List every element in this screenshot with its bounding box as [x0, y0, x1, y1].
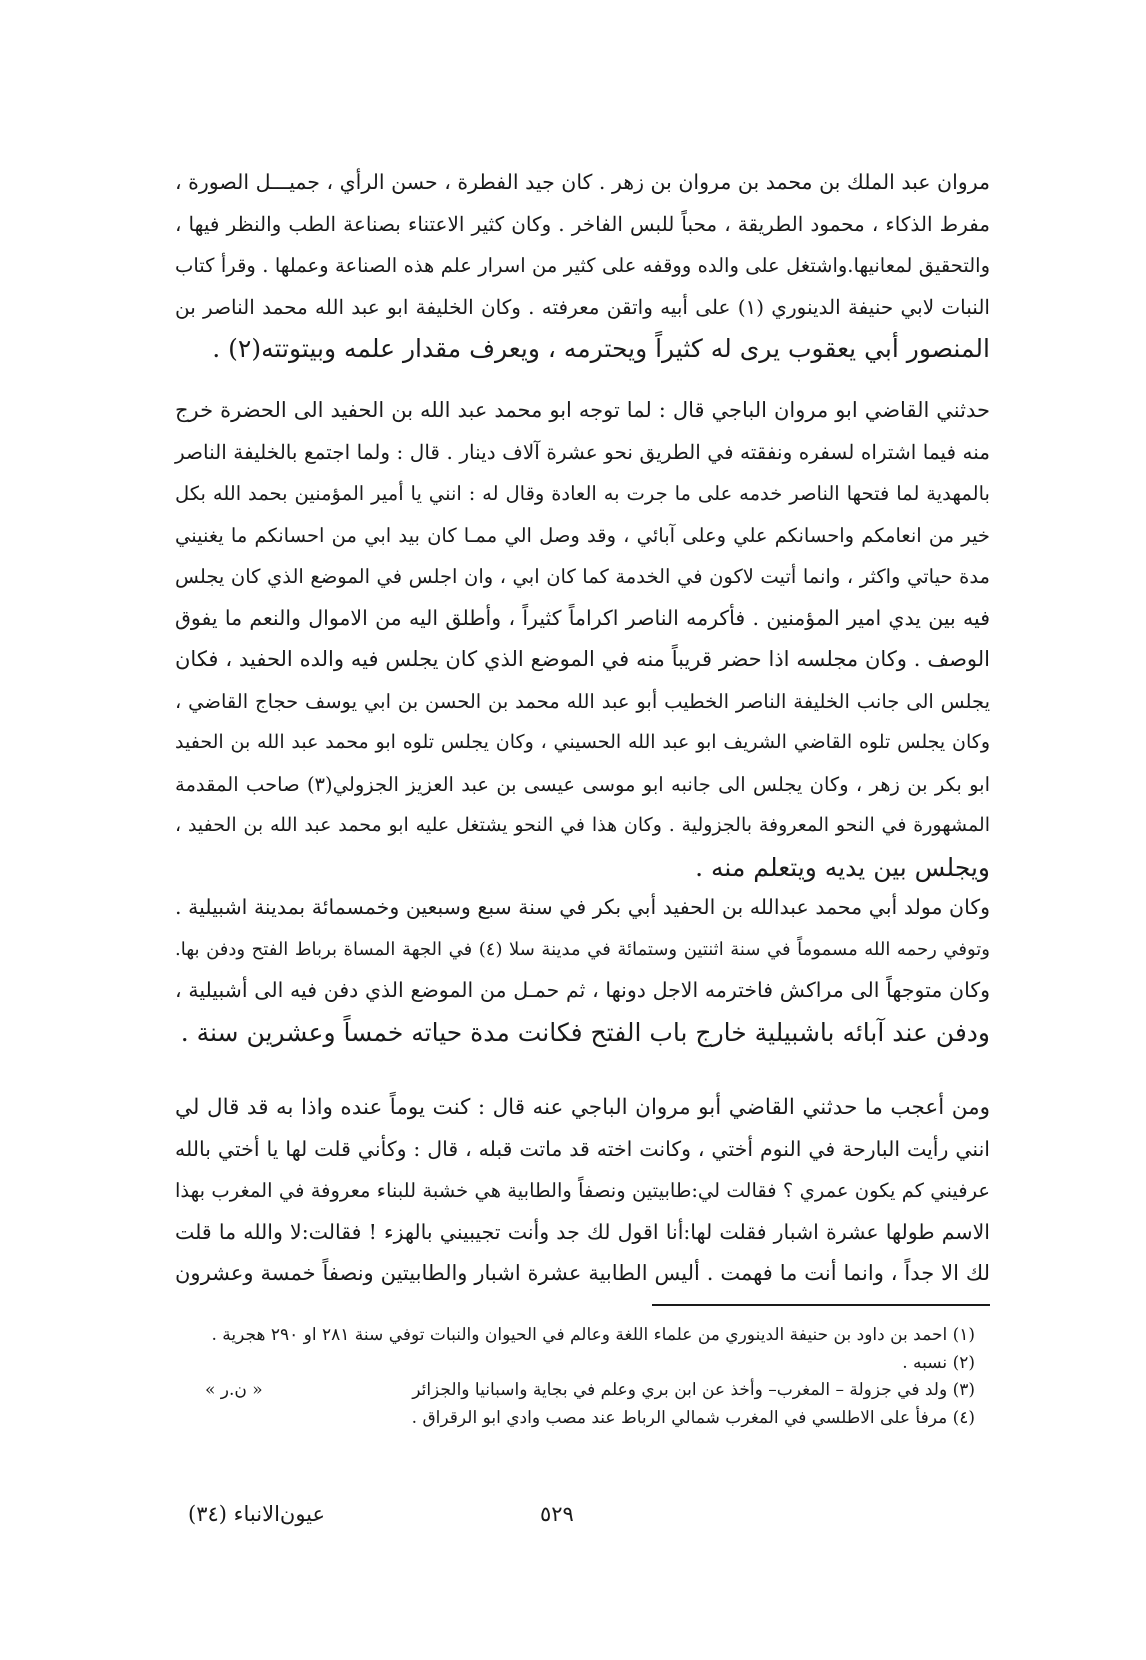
footnote-text: (٤) مرفأ على الاطلسي في المغرب شمالي الرباط عند مصب وادي ابو الرقراق . — [411, 1407, 975, 1428]
text-line: بالمهدية لما فتحها الناصر خدمه على ما جرت به العادة وقال له : انني يا أمير المؤمنين بحمد الله بكل — [175, 482, 990, 505]
text-line: ومن أعجب ما حدثني القاضي أبو مروان الباجي عنه قال : كنت يوماً عنده واذا به قد قال لي — [175, 1095, 990, 1120]
text-line: وكان مولد أبي محمد عبدالله بن الحفيد أبي بكر في سنة سبع وسبعين وخمسمائة بمدينة اشبيلية . — [175, 895, 990, 919]
text-line: مدة حياتي واكثر ، وانما أتيت لاكون في الخدمة كما كان ابي ، وان اجلس في الموضع الذي كان يجلس — [175, 565, 990, 588]
text-line: حدثني القاضي ابو مروان الباجي قال : لما توجه ابو محمد عبد الله بن الحفيد الى الحضرة خرج — [175, 398, 990, 422]
paragraph-3 — [175, 887, 990, 1053]
editor-mark: « ن.ر » — [205, 1380, 263, 1400]
footnote-text: (٢) نسبه . — [902, 1352, 975, 1373]
text-line: النبات لابي حنيفة الدينوري (١) على أبيه واتقن معرفته . وكان الخليفة ابو عبد الله محمد الناصر بن — [175, 294, 990, 319]
text-line: لك الا جداً ، وانما أنت ما فهمت . أليس الطابية عشرة اشبار والطابيتين ونصفاً خمسة وعشرون — [175, 1261, 990, 1285]
text-line: والتحقيق لمعانيها.واشتغل على والده ووقفه على كثير من اسرار علم هذه الصناعة وعملها . وقرأ كتاب — [175, 254, 990, 277]
running-title: عيون‌الانباء (٣٤) — [188, 1502, 326, 1526]
text-line: الاسم طولها عشرة اشبار فقلت لها:أنا اقول لك جد وأنت تجيبيني بالهزء ! فقالت:لا والله ما قلت — [175, 1219, 990, 1244]
footnote-text: (١) احمد بن داود بن حنيفة الدينوري من علماء اللغة وعالم في الحيوان والنبات توفي سنة ٢٨١ او ٢٩٠ هجرية . — [211, 1325, 975, 1345]
footnote-text: (٣) ولد في جزولة – المغرب– وأخذ عن ابن بري وعلم في بجاية واسبانيا والجزائر — [412, 1380, 975, 1400]
footnote — [205, 1350, 975, 1378]
page-number: ٥٢٩ — [540, 1502, 574, 1526]
text-line: ودفن عند آبائه باشبيلية خارج باب الفتح فكانت مدة حياته خمساً وعشرين سنة . — [180, 1017, 990, 1047]
text-line: المشهورة في النحو المعروفة بالجزولية . وكان هذا في النحو يشتغل عليه ابو محمد عبد الله بن الحفيد ، — [175, 814, 990, 836]
text-line: مروان عبد الملك بن محمد بن مروان بن زهر . كان جيد الفطرة ، حسن الرأي ، جميـــل الصورة ، — [175, 170, 990, 194]
footnote-divider — [652, 1304, 990, 1306]
text-line: انني رأيت البارحة في النوم أختي ، وكانت اخته قد ماتت قبله ، قال : وكأني قلت لها يا أختي بالله — [175, 1136, 990, 1161]
footnotes — [205, 1322, 975, 1432]
text-line: الوصف . وكان مجلسه اذا حضر قريباً منه في الموضع الذي كان يجلس فيه والده الحفيد ، فكان — [175, 647, 990, 671]
paragraph-4 — [175, 1087, 990, 1295]
text-line: ويجلس بين يديه ويتعلم منه . — [695, 852, 990, 882]
text-line: وتوفي رحمه الله مسموماً في سنة اثنتين وستمائة في مدينة سلا (٤) في الجهة المساة برباط الفتح ودفن بها. — [175, 938, 990, 960]
text-line: وكان متوجهاً الى مراكش فاخترمه الاجل دونها ، ثم حمـل من الموضع الذي دفن فيه الى أشبيلية ، — [175, 978, 990, 1002]
text-line: خير من انعامكم واحسانكم علي وعلى آبائي ، وقد وصل الي ممـا كان بيد ابي من احسانكم ما يغنيني — [175, 523, 990, 547]
text-line: منه فيما اشتراه لسفره ونفقته في الطريق نحو عشرة آلاف دينار . قال : ولما اجتمع بالخليفة الناصر — [175, 439, 990, 464]
footnote — [205, 1322, 975, 1350]
text-line: وكان يجلس تلوه القاضي الشريف ابو عبد الله الحسيني ، وكان يجلس تلوه ابو محمد عبد الله بن الحفيد — [175, 731, 990, 753]
text-line: مفرط الذكاء ، محمود الطريقة ، محباً للبس الفاخر . وكان كثير الاعتناء بصناعة الطب والنظر فيها ، — [175, 211, 990, 236]
paragraph-2 — [175, 390, 990, 888]
text-line: ابو بكر بن زهر ، وكان يجلس الى جانبه ابو موسى عيسى بن عبد العزيز الجزولي(٣) صاحب المقدمة — [175, 772, 990, 796]
text-line: يجلس الى جانب الخليفة الناصر الخطيب أبو عبد الله محمد بن الحسن بن ابي يوسف حجاج القاضي ، — [175, 689, 990, 713]
text-line: المنصور أبي يعقوب يرى له كثيراً ويحترمه ، ويعرف مقدار علمه وبيتوتته(٢) . — [212, 334, 990, 363]
text-line: عرفيني كم يكون عمري ؟ فقالت لي:طابيتين ونصفاً والطابية هي خشبة للبناء معروفة في المغرب بهذا — [175, 1179, 990, 1202]
text-line: فيه بين يدي امير المؤمنين . فأكرمه الناصر اكراماً كثيراً ، وأطلق اليه من الاموال والنعم ما يفوق — [175, 605, 990, 630]
paragraph-1 — [175, 162, 990, 370]
footnote — [205, 1377, 975, 1405]
footnote — [205, 1405, 975, 1433]
